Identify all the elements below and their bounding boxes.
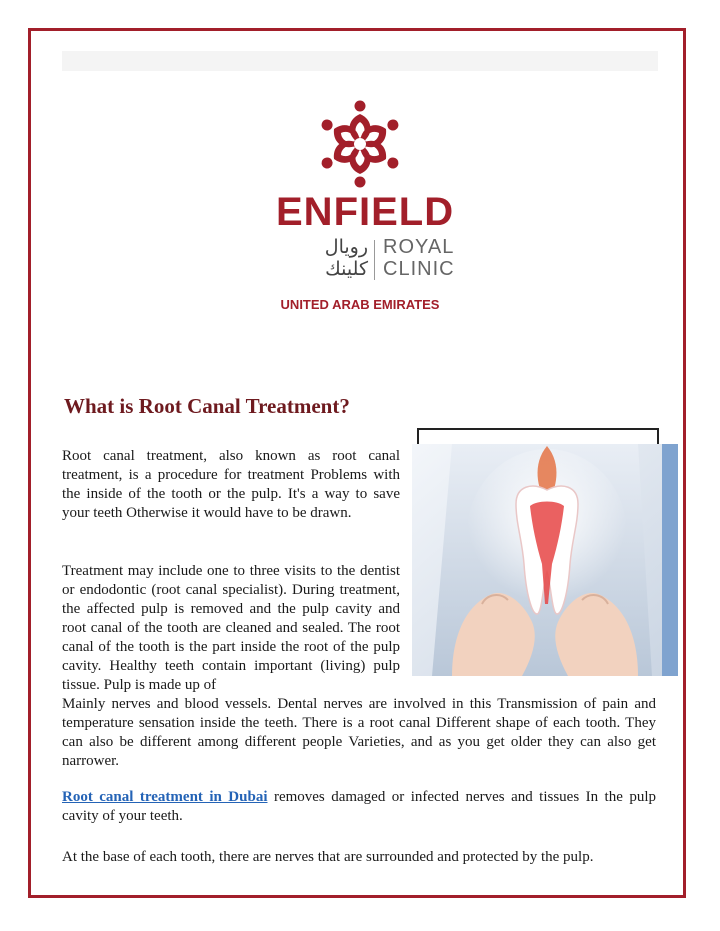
region-label: UNITED ARAB EMIRATES [280,297,440,312]
root-canal-dubai-link[interactable]: Root canal treatment in Dubai [62,789,268,805]
logo-divider [374,240,375,280]
flower-logo-icon [260,96,460,196]
brand-name: ENFIELD [276,190,455,234]
subtitle-line2: CLINIC [383,258,455,280]
paragraph-dubai-rest: removes damaged or infected nerves and tissues In the pulp cavity of your teeth. [62,789,656,824]
article-title: What is Root Canal Treatment? [64,394,350,418]
top-bar [62,51,658,71]
brand-arabic [276,236,368,280]
arabic-line1: رويال [324,236,368,258]
paragraph-treatment-wide: Mainly nerves and blood vessels. Dental nerves are involved in this Transmission of pain and temperature sensation inside the teeth. There is a root canal Different shape of each tooth. They can also be different among different people Varieties, and as you get older they can also get narrower. [62,696,656,769]
arabic-line2: كلينك [325,258,368,280]
paragraph-treatment-narrow: Treatment may include one to three visits to the dentist or endodontic (root canal specialist). During treatment, the affected pulp is removed and the pulp cavity and root canal of the tooth are cleaned and sealed. The root canal of the tooth is the part inside the root of the pulp cavity. Healthy teeth contain important (living) pulp tissue. Pulp is made up of [62,563,400,693]
paragraph-intro: Root canal treatment, also known as root canal treatment, is a procedure for treatment Problems with the inside of the tooth or the pulp. It's a way to save your teeth Otherwise it would have to be drawn. [62,448,400,521]
paragraph-treatment [62,562,656,771]
brand-subtitle [383,236,455,280]
paragraph-nerves: At the base of each tooth, there are nerves that are surrounded and protected by the pulp. [62,849,594,865]
subtitle-line1: ROYAL [383,236,455,258]
paragraph-dubai [62,788,656,826]
